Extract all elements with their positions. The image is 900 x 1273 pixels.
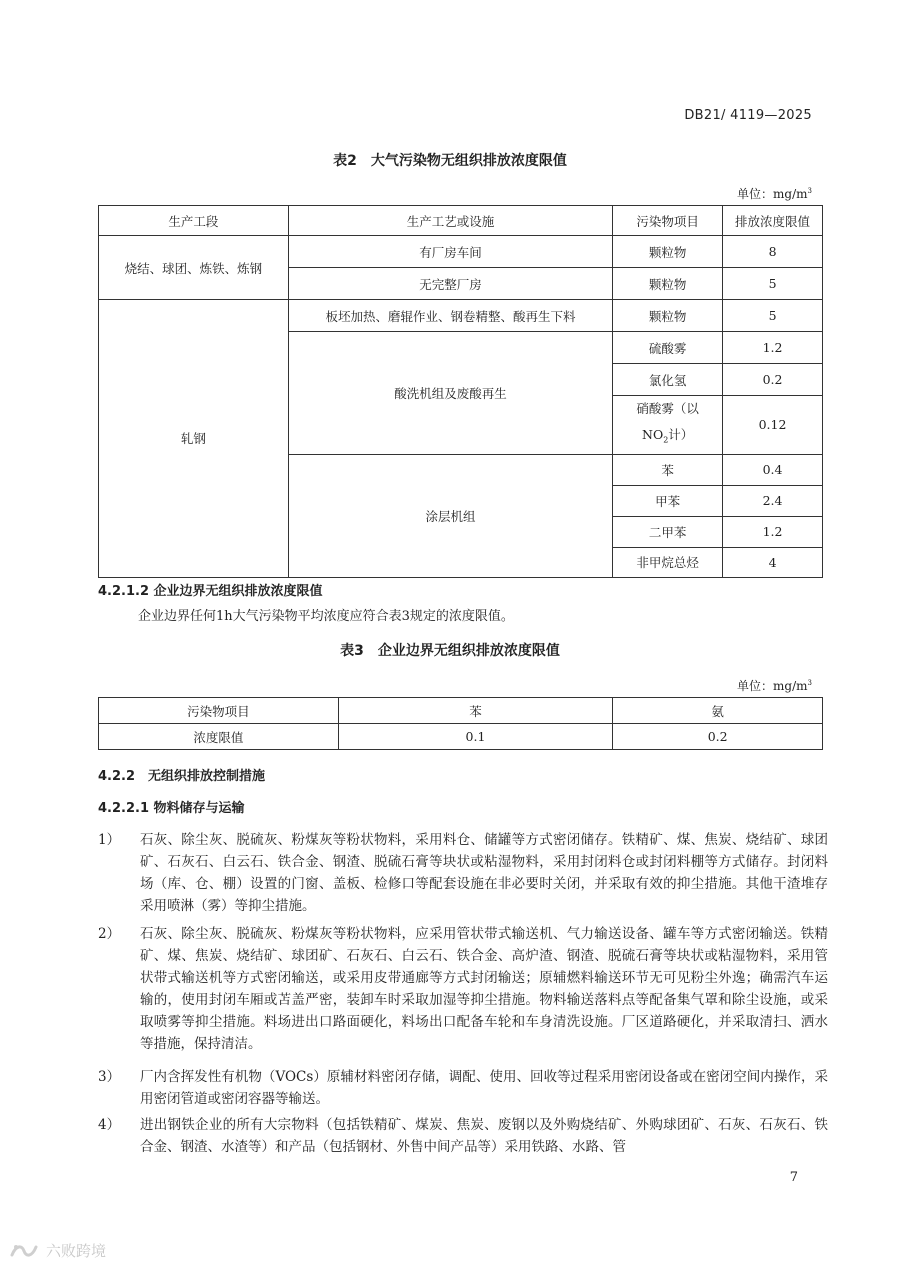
table3-benzene-value: 0.1 [338, 724, 613, 750]
list-item [98, 1114, 828, 1158]
process-cell: 板坯加热、磨辊作业、钢卷精整、酸再生下料 [288, 300, 613, 332]
table2-header-process: 生产工艺或设施 [288, 206, 613, 236]
limit-cell: 1.2 [723, 516, 823, 547]
limit-cell: 0.4 [723, 454, 823, 485]
watermark-logo-icon [8, 1241, 42, 1261]
section-4221-title: 4.2.2.1 物料储存与运输 [98, 801, 245, 816]
table3-header-item: 污染物项目 [99, 698, 339, 724]
list-item-number: 3） [98, 1069, 121, 1085]
table3-unit: 单位：$mg/m^3$ [737, 679, 812, 693]
table3-header-benzene: 苯 [338, 698, 613, 724]
limit-cell: 1.2 [723, 332, 823, 364]
pollutant-cell: 颗粒物 [613, 300, 723, 332]
list-item-number: 2） [98, 926, 121, 942]
table3-header-row [99, 698, 823, 724]
pollutant-cell: 氯化氢 [613, 364, 723, 396]
table3-header-ammonia: 氨 [613, 698, 823, 724]
limit-cell: 2.4 [723, 485, 823, 516]
pollutant-cell: 非甲烷总烃 [613, 547, 723, 577]
page-number: 7 [789, 1170, 798, 1185]
doc-code: DB21/ 4119—2025 [684, 108, 812, 123]
list-item [98, 1066, 828, 1110]
table3-title: 表3 企业边界无组织排放浓度限值 [340, 643, 560, 659]
list-item-number: 1） [98, 832, 121, 848]
section-4212-text: 企业边界任何1h大气污染物平均浓度应符合表3规定的浓度限值。 [138, 609, 514, 624]
limit-cell: 4 [723, 547, 823, 577]
limit-cell: 0.12 [723, 396, 823, 455]
stage-rolling: 轧钢 [99, 300, 289, 578]
section-422-title: 4.2.2 无组织排放控制措施 [98, 769, 266, 784]
pollutant-cell: 苯 [613, 454, 723, 485]
pollutant-cell: 硫酸雾 [613, 332, 723, 364]
table3 [98, 697, 823, 750]
table2-title: 表2 大气污染物无组织排放浓度限值 [333, 153, 567, 169]
watermark-text: 六败跨境 [46, 1242, 107, 1260]
pollutant-cell: 硝酸雾（以 $NO_2$计） [613, 396, 723, 455]
table2-header-pollutant: 污染物项目 [613, 206, 723, 236]
limit-cell: 5 [723, 268, 823, 300]
table2-header-limit: 排放浓度限值 [723, 206, 823, 236]
table3-row-label: 浓度限值 [99, 724, 339, 750]
list-item-text: 厂内含挥发性有机物（VOCs）原辅材料密闭存储，调配、使用、回收等过程采用密闭设备或在密闭空间内操作，采用密闭管道或密闭容器等输送。 [140, 1069, 828, 1107]
stage-sinter: 烧结、球团、炼铁、炼钢 [99, 236, 289, 300]
process-cell: 酸洗机组及废酸再生 [288, 332, 613, 455]
limit-cell: 5 [723, 300, 823, 332]
table2-unit: 单位：$mg/m^3$ [737, 187, 812, 201]
pollutant-cell: 二甲苯 [613, 516, 723, 547]
list-item-text: 石灰、除尘灰、脱硫灰、粉煤灰等粉状物料，采用料仓、储罐等方式密闭储存。铁精矿、煤、焦炭、烧结矿、球团矿、石灰石、白云石、铁合金、钢渣、脱硫石膏等块状或粘湿物料，采用封闭料仓或封闭料棚等方式储存。封闭料场（库、仓、棚）设置的门窗、盖板、检修口等配套设施在非必要时关闭，并采取有效的抑尘措施。其他干渣堆存采用喷淋（雾）等抑尘措施。 [140, 832, 828, 914]
table3-ammonia-value: 0.2 [613, 724, 823, 750]
table2 [98, 205, 823, 578]
list-item-text: 进出钢铁企业的所有大宗物料（包括铁精矿、煤炭、焦炭、废钢以及外购烧结矿、外购球团矿、石灰、石灰石、铁合金、钢渣、水渣等）和产品（包括钢材、外售中间产品等）采用铁路、水路、管 [140, 1117, 828, 1155]
table-row [99, 236, 823, 268]
limit-cell: 0.2 [723, 364, 823, 396]
list-item [98, 923, 828, 1055]
process-cell: 有厂房车间 [288, 236, 613, 268]
list-item-number: 4） [98, 1117, 121, 1133]
watermark [8, 1240, 106, 1261]
process-cell: 无完整厂房 [288, 268, 613, 300]
pollutant-cell: 颗粒物 [613, 236, 723, 268]
table2-header-stage: 生产工段 [99, 206, 289, 236]
pollutant-cell: 颗粒物 [613, 268, 723, 300]
table-row [99, 300, 823, 332]
section-4212-title: 4.2.1.2 企业边界无组织排放浓度限值 [98, 584, 323, 599]
pollutant-cell: 甲苯 [613, 485, 723, 516]
list-item [98, 829, 828, 917]
process-cell: 涂层机组 [288, 454, 613, 577]
limit-cell: 8 [723, 236, 823, 268]
table-row [99, 724, 823, 750]
table2-header-row [99, 206, 823, 236]
list-item-text: 石灰、除尘灰、脱硫灰、粉煤灰等粉状物料，应采用管状带式输送机、气力输送设备、罐车等方式密闭输送。铁精矿、煤、焦炭、烧结矿、球团矿、石灰石、白云石、铁合金、高炉渣、钢渣、脱硫石膏等块状或粘湿物料，采用管状带式输送机等方式密闭输送，或采用皮带通廊等方式封闭输送；原辅燃料输送环节无可见粉尘外逸；确需汽车运输的，使用封闭车厢或苫盖严密，装卸车时采取加湿等抑尘措施。物料输送落料点等配备集气罩和除尘设施，或采取喷雾等抑尘措施。料场进出口路面硬化，料场出口配备车轮和车身清洗设施。厂区道路硬化，并采取清扫、洒水等措施，保持清洁。 [140, 926, 828, 1052]
